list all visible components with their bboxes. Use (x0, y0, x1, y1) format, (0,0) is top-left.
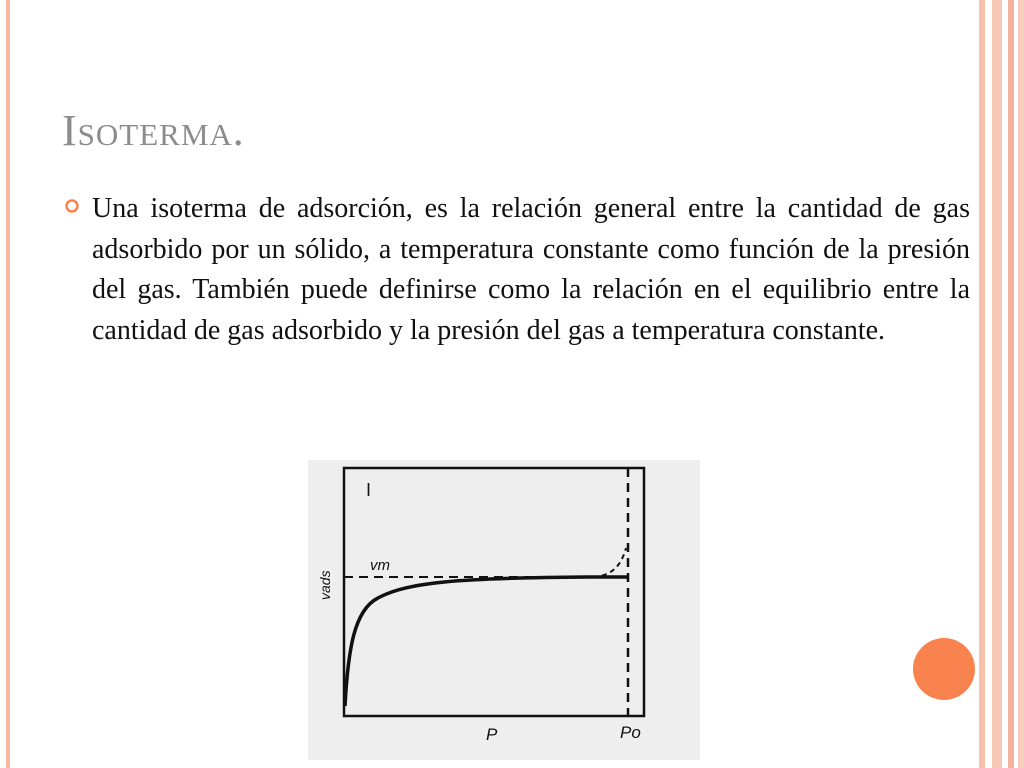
vm-label: vm (370, 557, 390, 574)
p0-label: Po (620, 723, 641, 742)
decorative-orange-circle (913, 638, 975, 700)
right-border-stripe (1008, 0, 1014, 768)
bullet-icon (64, 198, 80, 214)
right-border-stripe (992, 0, 1002, 768)
left-border-stripe (6, 0, 10, 768)
isotherm-curve (345, 577, 628, 706)
right-border-stripe (979, 0, 985, 768)
slide-title: Isoterma. (62, 106, 245, 155)
isotherm-graph (308, 460, 700, 760)
type-label: I (366, 480, 372, 500)
right-border-stripe (1018, 0, 1024, 768)
y-axis-label: vads (317, 570, 333, 600)
multilayer-upturn (593, 548, 626, 577)
slide-paragraph: Una isoterma de adsorción, es la relación general entre la cantidad de gas adsorbido por un sólido, a temperatura constante como función de la presión del gas. También puede definirse como la relación en el equilibrio entre la cantidad de gas adsorbido y la presión del gas a temperatura constante. (92, 193, 970, 346)
isotherm-figure (308, 460, 700, 760)
x-axis-label: P (486, 725, 498, 744)
